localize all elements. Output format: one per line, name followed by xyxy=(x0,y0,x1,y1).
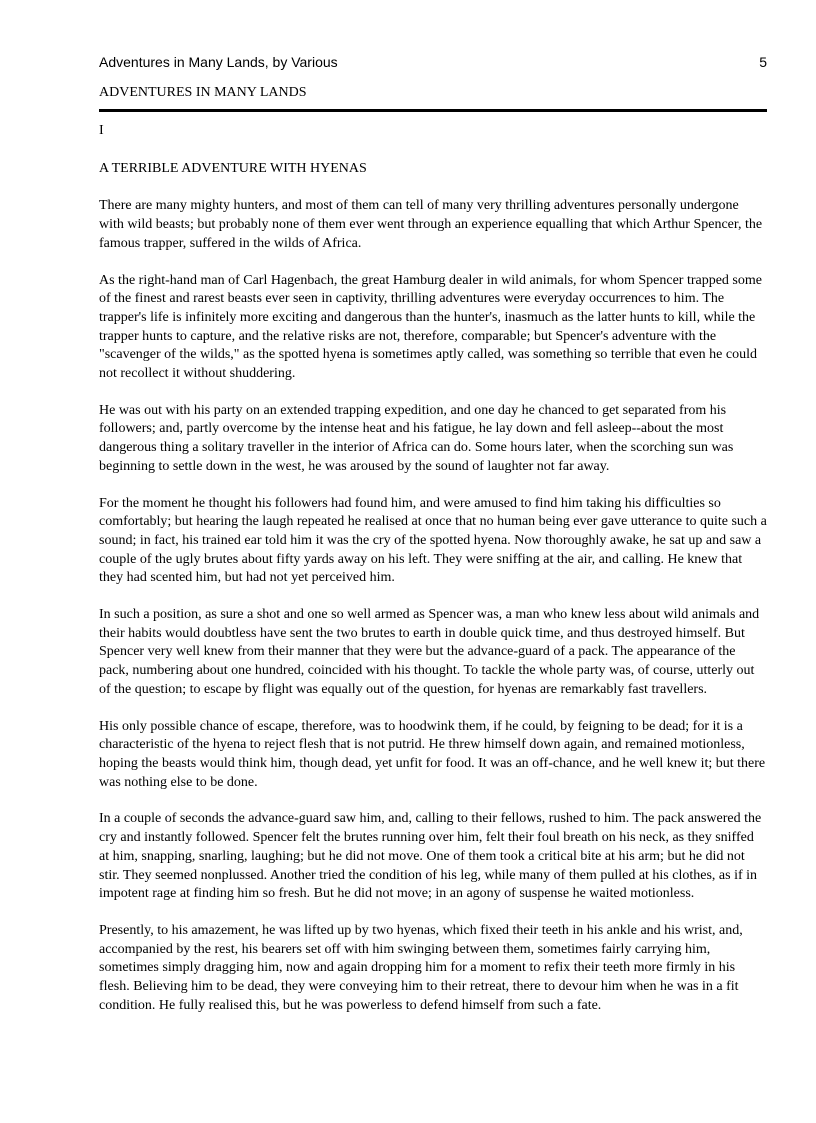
paragraph: There are many mighty hunters, and most of them can tell of many very thrilling adventures personally undergone with wild beasts; but probably none of them ever went through an experience equalling that which Arthur Spencer, the famous trapper, suffered in the wilds of Africa. xyxy=(99,198,763,251)
chapter-content xyxy=(99,122,767,1033)
header-divider xyxy=(99,109,767,112)
paragraph: As the right-hand man of Carl Hagenbach, the great Hamburg dealer in wild animals, for whom Spencer trapped some of the finest and rarest beasts ever seen in captivity, thrilling adventures were everyday occurrences to him. The trapper's life is infinitely more exciting and dangerous than the hunter's, inasmuch as the latter hunts to kill, while the trapper hunts to capture, and the relative risks are not, therefore, comparable; but Spencer's adventure with the "scavenger of the wilds," as the spotted hyena is sometimes aptly called, was something so terrible that even he could not recollect it without shuddering. xyxy=(99,272,762,382)
paragraph: In a couple of seconds the advance-guard saw him, and, calling to their fellows, rushed to him. The pack answered the cry and instantly followed. Spencer felt the brutes running over him, felt their foul breath on his neck, as they sniffed at him, snapping, snarling, laughing; but he did not move. One of them took a critical bite at his arm; but he did not stir. They seemed nonplussed. Another tried the condition of his leg, while many of them pulled at his clothes, as if in impotent rage at finding him so fresh. But he did not move; in an agony of suspense he waited motionless. xyxy=(99,811,762,902)
running-header xyxy=(99,52,767,72)
page-number: 5 xyxy=(759,54,767,70)
paragraph: For the moment he thought his followers had found him, and were amused to find him taking his difficulties so comfortably; but hearing the laugh repeated he realised at once that no human being ever gave utterance to quite such a sound; in fact, his trained ear told him it was the cry of the spotted hyena. Now thoroughly awake, he sat up and saw a couple of the ugly brutes about fifty yards away on his left. They were sniffing at the air, and calling. He knew that they had scented him, but had not yet perceived him. xyxy=(99,495,767,586)
paragraph: His only possible chance of escape, therefore, was to hoodwink them, if he could, by feigning to be dead; for it is a characteristic of the hyena to reject flesh that is not putrid. He threw himself down again, and remained motionless, hoping the beasts would think him, though dead, yet unfit for food. It was an off-chance, and he well knew it; but there was nothing else to be done. xyxy=(99,718,766,790)
paragraph: He was out with his party on an extended trapping expedition, and one day he chanced to get separated from his followers; and, partly overcome by the intense heat and his fatigue, he lay down and fell asleep--about the most dangerous thing a solitary traveller in the interior of Africa can do. Some hours later, when the scorching sun was beginning to settle down in the west, he was aroused by the sound of laughter not far away. xyxy=(99,402,734,474)
running-header-title: Adventures in Many Lands, by Various xyxy=(99,54,338,70)
chapter-title: A TERRIBLE ADVENTURE WITH HYENAS xyxy=(99,160,367,176)
paragraph: In such a position, as sure a shot and one so well armed as Spencer was, a man who knew less about wild animals and their habits would doubtless have sent the two brutes to earth in double quick time, and thus destroyed himself. But Spencer very well knew from their manner that they were but the advance-guard of a pack. The appearance of the pack, numbering about one hundred, coincided with his thought. To tackle the whole party was, of course, utterly out of the question; to escape by flight was equally out of the question, for hyenas are remarkably fast travellers. xyxy=(99,607,760,697)
chapter-numeral: I xyxy=(99,123,104,138)
paragraph: Presently, to his amazement, he was lifted up by two hyenas, which fixed their teeth in his ankle and his wrist, and, accompanied by the rest, his bearers set off with him swinging between them, sometimes fairly carrying him, sometimes simply dragging him, now and again dropping him for a moment to refix their teeth more firmly in his flesh. Believing him to be dead, they were conveying him to their retreat, there to devour him when he was in a fit condition. He fully realised this, but he was powerless to defend himself from such a fate. xyxy=(99,922,743,1013)
book-title: ADVENTURES IN MANY LANDS xyxy=(99,85,307,100)
